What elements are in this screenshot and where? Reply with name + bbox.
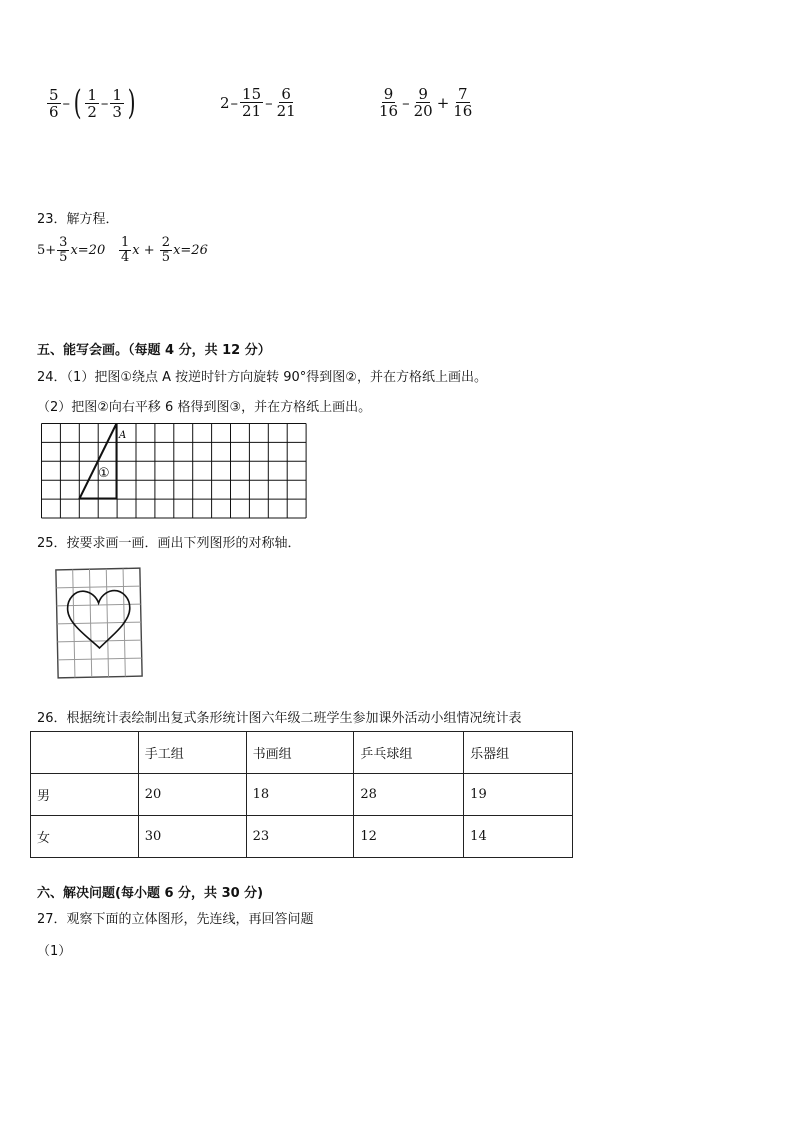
table-cell: 23 — [246, 816, 354, 858]
table-header-cell: 书画组 — [246, 732, 354, 774]
question-25-title: 25．按要求画一画．画出下列图形的对称轴． — [37, 536, 301, 551]
fraction: $\frac{7}{16}$ — [453, 85, 473, 120]
stats-table — [30, 731, 573, 858]
fraction: $\frac{15}{21}$ — [242, 85, 262, 120]
row-label: 男 — [31, 774, 139, 816]
fraction: $\frac{9}{20}$ — [413, 85, 433, 120]
question-26-title: 26．根据统计表绘制出复式条形统计图六年级二班学生参加课外活动小组情况统计表 — [37, 711, 522, 726]
section-5-title: 五、能写会画。（每题 4 分，共 12 分） — [37, 343, 271, 358]
table-cell: 14 — [464, 816, 573, 858]
table-header-cell: 乐器组 — [464, 732, 573, 774]
table-cell: 28 — [354, 774, 464, 816]
table-cell: 30 — [138, 816, 246, 858]
table-header-cell: 乒乓球组 — [354, 732, 464, 774]
table-header-row — [31, 732, 573, 774]
fraction: $\frac{1}{2}$ — [87, 85, 97, 121]
table-cell: 12 — [354, 816, 464, 858]
table-cell: 19 — [464, 774, 573, 816]
fraction: $\frac{6}{21}$ — [276, 85, 296, 120]
question-23-title: 23．解方程． — [37, 212, 119, 227]
shape-1-label: ① — [98, 466, 110, 481]
table-cell: 20 — [138, 774, 246, 816]
fraction: $\frac{1}{3}$ — [112, 85, 122, 121]
section-6-title: 六、解决问题(每小题 6 分，共 30 分) — [37, 886, 264, 901]
equation-2: $\frac{1}{4}$ x + $\frac{2}{5}$ x=26 — [121, 235, 208, 265]
expression-3: $\frac{9}{16}$ – $\frac{9}{20}$ + $\frac{7}{16}$ — [379, 85, 473, 120]
table-header-cell: 手工组 — [138, 732, 246, 774]
question-24-line1: 24．（1）把图①绕点 A 按逆时针方向旋转 90°得到图②，并在方格纸上画出。 — [37, 370, 487, 385]
heart-figure — [54, 566, 144, 680]
row-label: 女 — [31, 816, 139, 858]
grid-paper — [40, 422, 308, 522]
equation-1: 5+ $\frac{3}{5}$ x=20 — [37, 235, 106, 265]
table-row — [31, 816, 573, 858]
question-24-line2: （2）把图②向右平移 6 格得到图③，并在方格纸上画出。 — [37, 400, 372, 415]
table-header-cell — [31, 732, 139, 774]
fraction: $\frac{5}{6}$ — [49, 85, 59, 121]
fraction: $\frac{9}{16}$ — [379, 85, 399, 120]
expression-1: $\frac{5}{6}$ – ( $\frac{1}{2}$ – $\frac{1}{3}$ ) — [49, 83, 136, 123]
expression-2: 2 – $\frac{15}{21}$ – $\frac{6}{21}$ — [220, 85, 296, 120]
question-27-title: 27．观察下面的立体图形，先连线，再回答问题 — [37, 912, 314, 927]
question-27-sub: （1） — [37, 944, 72, 959]
table-row — [31, 774, 573, 816]
point-a-label: A — [119, 430, 127, 441]
table-cell: 18 — [246, 774, 354, 816]
